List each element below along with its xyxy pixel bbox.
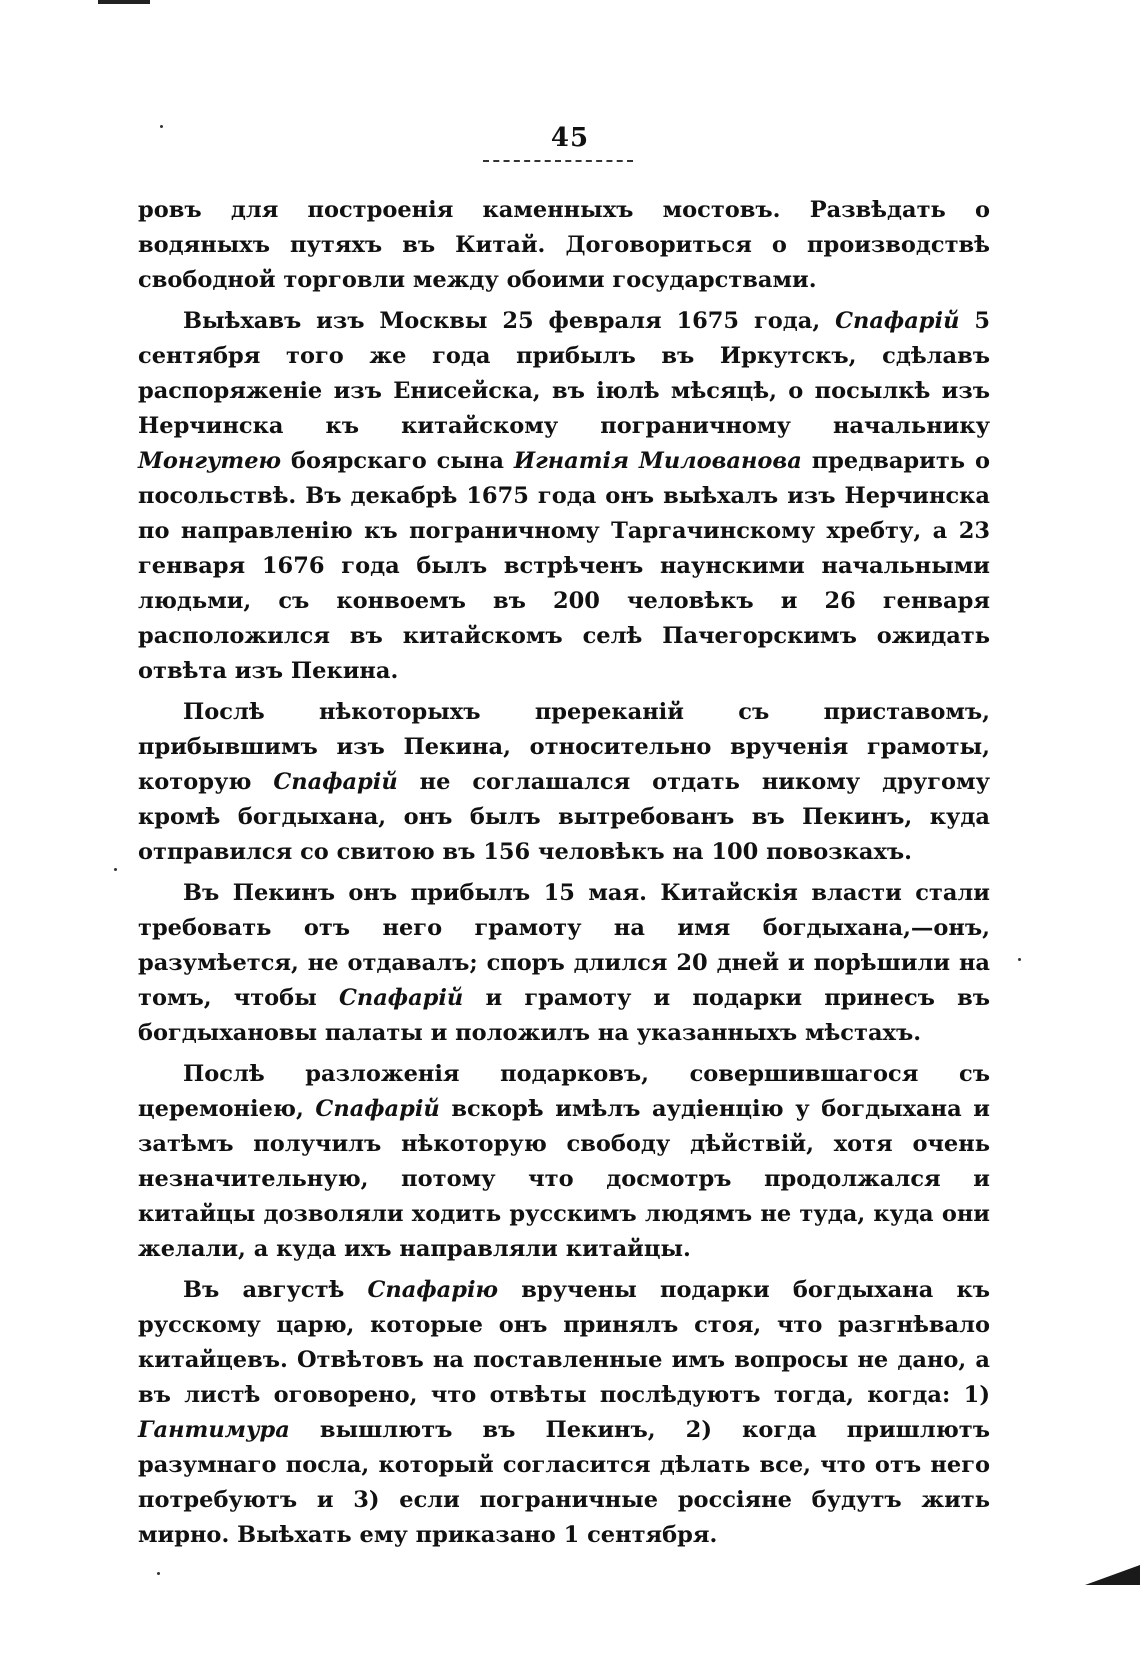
scan-corner-smudge bbox=[1085, 1565, 1140, 1585]
text-run: ровъ для построенія каменныхъ мостовъ. Развѣдать о водяныхъ путяхъ въ Китай. Договориться о производствѣ свободной торговли между обоими государствами. bbox=[138, 197, 990, 293]
paragraph-2 bbox=[138, 304, 990, 689]
text-run: Въ августѣ bbox=[183, 1277, 368, 1303]
page-number-rule bbox=[483, 160, 633, 162]
italic-name: Спафарій bbox=[273, 769, 398, 795]
italic-name: Спафарію bbox=[367, 1277, 499, 1303]
text-run: 5 сентября того же года прибылъ въ Иркутскъ, сдѣлавъ распоряженіе изъ Енисейска, въ іюлѣ мѣсяцѣ, о посылкѣ изъ Нерчинска къ китайскому пограничному начальнику bbox=[138, 308, 990, 439]
text-run: предварить о посольствѣ. Въ декабрѣ 1675 года онъ выѣхалъ изъ Нерчинска по направленію къ пограничному Таргачинскому хребту, а 23 генваря 1676 года былъ встрѣченъ наунскими начальными людьми, съ конвоемъ въ 200 человѣкъ и 26 генваря расположился въ китайскомъ селѣ Пачегорскимъ ожидать отвѣта изъ Пекина. bbox=[138, 448, 990, 684]
paragraph-6 bbox=[138, 1273, 990, 1553]
italic-name: Спафарій bbox=[338, 985, 464, 1011]
text-run: вручены подарки богдыхана къ русскому царю, которые онъ принялъ стоя, что разгнѣвало китайцевъ. Отвѣтовъ на поставленные имъ вопросы не дано, а въ листѣ оговорено, что отвѣты послѣдуютъ тогда, когда: 1) bbox=[138, 1277, 990, 1408]
scan-speck bbox=[157, 1572, 160, 1575]
italic-name: Гантимура bbox=[138, 1417, 290, 1443]
scan-corner-mark bbox=[98, 0, 150, 4]
text-run: Въ Пекинъ онъ прибылъ 15 мая. Китайскія власти стали требовать отъ него грамоту на имя богдыхана,—онъ, разумѣется, не отдавалъ; споръ длился 20 дней и порѣшили на томъ, чтобы bbox=[138, 880, 990, 1011]
paragraph-3 bbox=[138, 695, 990, 870]
paragraph-4 bbox=[138, 876, 990, 1051]
italic-name: Монгутею bbox=[138, 448, 282, 474]
text-run: Послѣ разложенія подарковъ, совершившагося съ церемоніею, bbox=[138, 1061, 990, 1122]
scan-speck bbox=[114, 868, 117, 871]
scan-speck bbox=[1018, 958, 1021, 961]
text-run: Послѣ нѣкоторыхъ пререканій съ приставомъ, прибывшимъ изъ Пекина, относительно врученія грамоты, которую bbox=[138, 699, 990, 795]
text-run: боярскаго сына bbox=[281, 448, 514, 474]
paragraph-5 bbox=[138, 1057, 990, 1267]
text-run: Выѣхавъ изъ Москвы 25 февраля 1675 года, bbox=[183, 308, 836, 334]
italic-name: Игнатія Милованова bbox=[513, 448, 802, 474]
text-run: и грамоту и подарки принесъ въ богдыхановы палаты и положилъ на указанныхъ мѣстахъ. bbox=[138, 985, 991, 1046]
italic-name: Спафарій bbox=[315, 1096, 440, 1122]
page-number: 45 bbox=[550, 123, 590, 153]
text-run: не соглашался отдать никому другому кромѣ богдыхана, онъ былъ вытребованъ въ Пекинъ, куда отправился со свитою въ 156 человѣкъ на 100 повозкахъ. bbox=[138, 769, 990, 865]
italic-name: Спафарій bbox=[835, 308, 960, 334]
scan-speck bbox=[160, 125, 163, 128]
text-run: вышлютъ въ Пекинъ, 2) когда пришлютъ разумнаго посла, который согласится дѣлать все, что отъ него потребуютъ и 3) если пограничные россіяне будутъ жить мирно. Выѣхать ему приказано 1 сентября. bbox=[138, 1417, 990, 1548]
body-text bbox=[138, 193, 990, 1559]
paragraph-1 bbox=[138, 193, 990, 298]
text-run: вскорѣ имѣлъ аудіенцію у богдыхана и затѣмъ получилъ нѣкоторую свободу дѣйствій, хотя очень незначительную, потому что досмотръ продолжался и китайцы дозволяли ходить русскимъ людямъ не туда, куда они желали, а куда ихъ направляли китайцы. bbox=[138, 1096, 990, 1262]
